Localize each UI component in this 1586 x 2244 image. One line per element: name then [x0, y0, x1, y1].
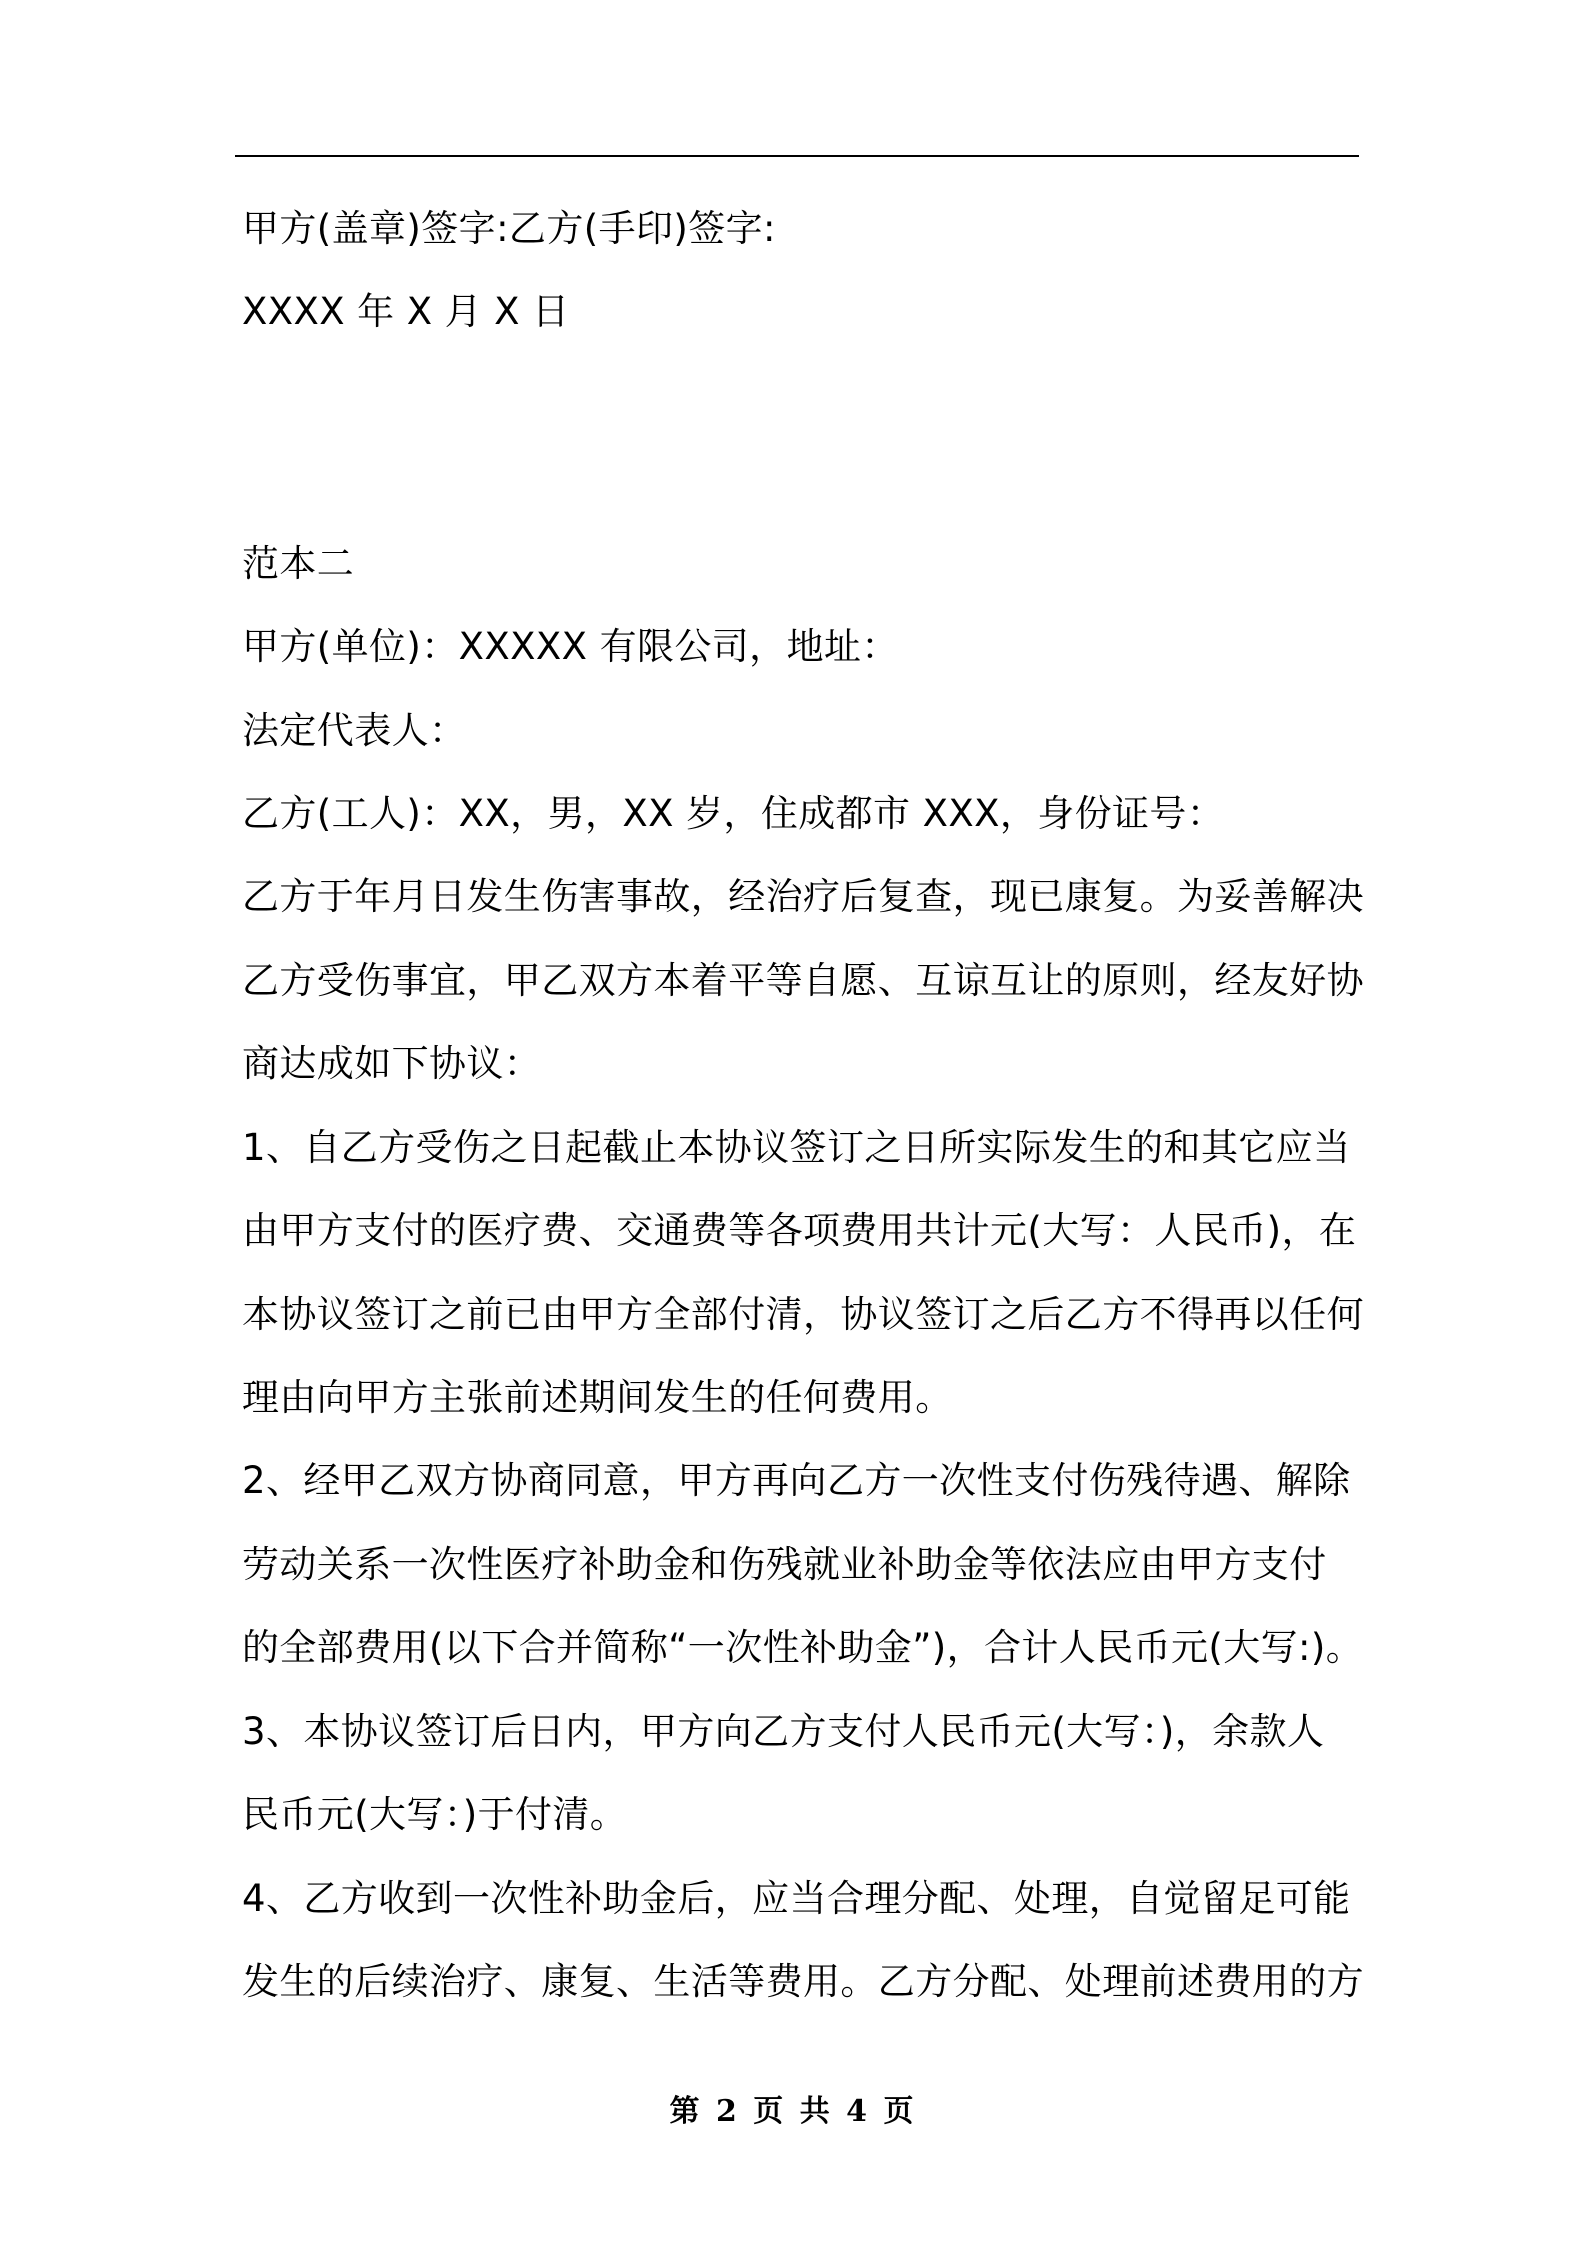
header-rule [235, 155, 1359, 157]
intro-line: 乙方于年月日发生伤害事故，经治疗后复查，现已康复。为妥善解决 [242, 875, 1364, 918]
signature-line: 甲方(盖章)签字:乙方(手印)签字: [242, 207, 776, 250]
clause-1-line: 1、自乙方受伤之日起截止本协议签订之日所实际发生的和其它应当 [242, 1126, 1351, 1169]
clause-1-line: 由甲方支付的医疗费、交通费等各项费用共计元(大写：人民币)，在 [242, 1209, 1357, 1252]
clause-4-line: 4、乙方收到一次性补助金后，应当合理分配、处理，自觉留足可能 [242, 1877, 1351, 1920]
clause-4-line: 发生的后续治疗、康复、生活等费用。乙方分配、处理前述费用的方 [242, 1960, 1364, 2003]
clause-3-line: 民币元(大写：)于付清。 [242, 1793, 628, 1836]
section-title: 范本二 [242, 542, 355, 585]
clause-1-line: 理由向甲方主张前述期间发生的任何费用。 [242, 1376, 953, 1419]
clause-3-line: 3、本协议签订后日内，甲方向乙方支付人民币元(大写：)，余款人 [242, 1710, 1325, 1753]
page-indicator: 第 2 页 共 4 页 [669, 2094, 917, 2129]
date-line: XXXX 年 X 月 X 日 [242, 290, 570, 333]
intro-line: 乙方受伤事宜，甲乙双方本着平等自愿、互谅互让的原则，经友好协 [242, 959, 1364, 1002]
clause-1-line: 本协议签订之前已由甲方全部付清，协议签订之后乙方不得再以任何 [242, 1293, 1364, 1336]
party-a-line: 甲方(单位)：XXXXX 有限公司，地址： [242, 625, 899, 668]
clause-2-line: 劳动关系一次性医疗补助金和伤残就业补助金等依法应由甲方支付 [242, 1543, 1327, 1586]
clause-2-line: 2、经甲乙双方协商同意，甲方再向乙方一次性支付伤残待遇、解除 [242, 1459, 1351, 1502]
legal-rep-line: 法定代表人： [242, 709, 467, 752]
intro-line: 商达成如下协议： [242, 1042, 542, 1085]
clause-2-line: 的全部费用(以下合并简称“一次性补助金”)，合计人民币元(大写:)。 [242, 1626, 1364, 1669]
party-b-line: 乙方(工人)：XX，男，XX 岁，住成都市 XXX，身份证号： [242, 792, 1225, 835]
